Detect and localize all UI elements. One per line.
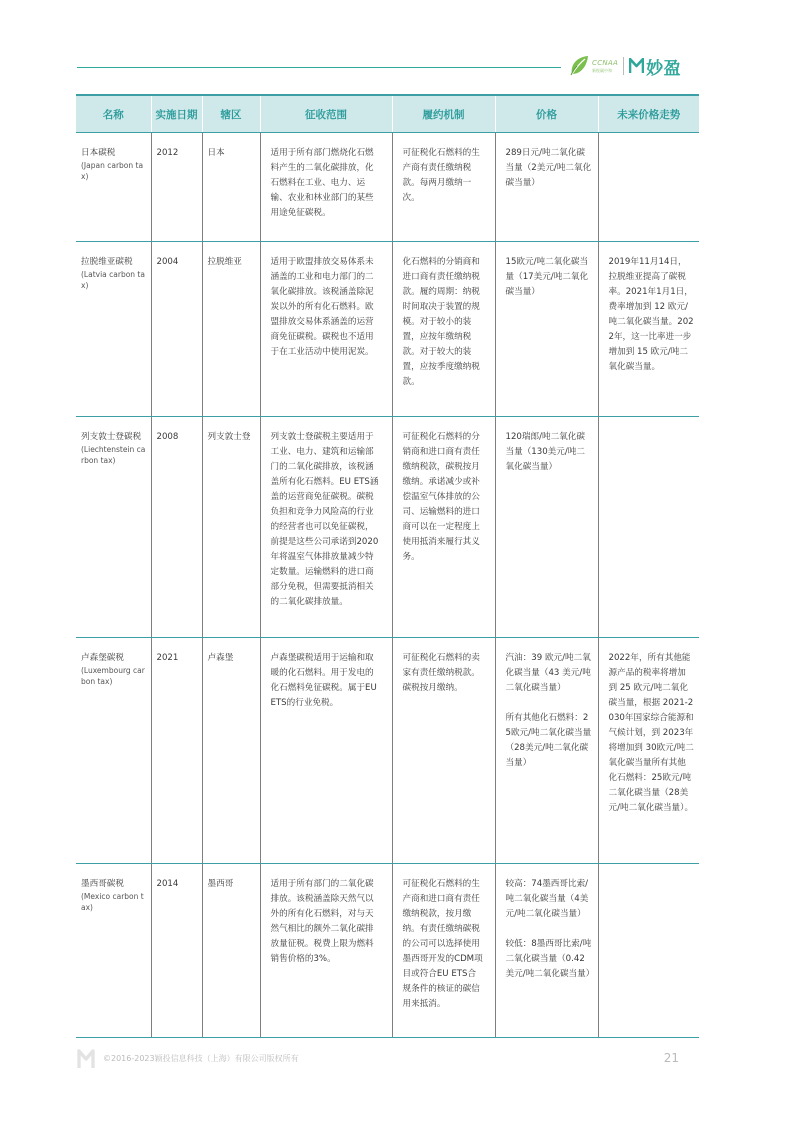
page-number: 21 bbox=[663, 1051, 679, 1065]
price-text: 汽油：39 欧元/吨二氧化碳当量（43 美元/吨二氧化碳当量） bbox=[505, 653, 591, 693]
tax-name-en: (Mexico carbon tax) bbox=[81, 892, 144, 912]
price-cell bbox=[495, 417, 598, 638]
date-cell: 2012 bbox=[151, 133, 202, 242]
logo-separator bbox=[623, 57, 624, 75]
compliance-cell: 可征税化石燃料的生产商有责任缴纳税款。每两月缴纳一次。 bbox=[392, 133, 495, 242]
header-future: 未来价格走势 bbox=[598, 95, 699, 133]
scope-cell: 列支敦士登碳税主要适用于工业、电力、建筑和运输部门的二氧化碳排放，该税涵盖所有化石燃料。EU ETS涵盖的运营商免征碳税。碳税负担和竞争力风险高的行业的经营者也可以免征碳税，前提是这些公司承诺到2020年将温室气体排放量减少特定数量。运输燃料的进口商部分免税，但需要抵消相关的二氧化碳排放量。 bbox=[260, 417, 392, 638]
price-cell bbox=[495, 638, 598, 864]
region-cell: 卢森堡 bbox=[202, 638, 260, 864]
header-scope: 征收范围 bbox=[260, 95, 392, 133]
header-price: 价格 bbox=[495, 95, 598, 133]
tax-name-cell bbox=[76, 133, 151, 242]
header-compliance: 履约机制 bbox=[392, 95, 495, 133]
compliance-cell: 可征税化石燃料的分销商和进口商有责任缴纳税款，碳税按月缴纳。承诺减少或补偿温室气体排放的公司、运输燃料的进口商可以在一定程度上使用抵消来履行其义务。 bbox=[392, 417, 495, 638]
tax-name-en: (Luxembourg carbon tax) bbox=[81, 666, 145, 686]
scope-cell: 适用于所有部门燃烧化石燃料产生的二氧化碳排放，化石燃料在工业、电力、运输、农业和林业部门的某些用途免征碳税。 bbox=[260, 133, 392, 242]
tax-name-cell bbox=[76, 864, 151, 1038]
table-row bbox=[76, 242, 699, 417]
header-name: 名称 bbox=[76, 95, 151, 133]
compliance-cell: 可征税化石燃料的卖家有责任缴纳税款。碳税按月缴纳。 bbox=[392, 638, 495, 864]
compliance-cell: 化石燃料的分销商和进口商有责任缴纳税款。履约周期：纳税时间取决于装置的规模。对于较小的装置，应按年缴纳税款。对于较大的装置，应按季度缴纳税款。 bbox=[392, 242, 495, 417]
price-text-secondary: 较低：8墨西哥比索/吨二氧化碳当量（0.42美元/吨二氧化碳当量） bbox=[505, 939, 595, 979]
region-cell: 日本 bbox=[202, 133, 260, 242]
header-region: 辖区 bbox=[202, 95, 260, 133]
carbon-tax-table bbox=[76, 94, 699, 1038]
date-cell: 2008 bbox=[151, 417, 202, 638]
leaf-logo-icon bbox=[568, 54, 590, 78]
header-divider bbox=[77, 67, 561, 68]
tax-name-zh: 日本碳税 bbox=[81, 148, 116, 158]
tax-name-zh: 卢森堡碳税 bbox=[81, 653, 124, 663]
footer-m-logo-icon bbox=[77, 1049, 95, 1069]
date-cell: 2021 bbox=[151, 638, 202, 864]
tax-name-cell bbox=[76, 242, 151, 417]
m-logo-icon bbox=[629, 58, 644, 74]
price-text: 120瑞郎/吨二氧化碳当量（130美元/吨二氧化碳当量） bbox=[505, 432, 585, 472]
ccnaa-logo-title: CCNAA bbox=[592, 58, 619, 67]
date-cell: 2004 bbox=[151, 242, 202, 417]
ccnaa-logo-subtitle: 新锐碳中和 bbox=[592, 67, 612, 73]
tax-name-cell bbox=[76, 638, 151, 864]
future-cell bbox=[598, 864, 699, 1038]
future-cell bbox=[598, 133, 699, 242]
tax-name-zh: 墨西哥碳税 bbox=[81, 879, 124, 889]
price-text: 15欧元/吨二氧化碳当量（17美元/吨二氧化碳当量） bbox=[505, 257, 589, 297]
table-row bbox=[76, 417, 699, 638]
price-cell bbox=[495, 133, 598, 242]
header-logo bbox=[568, 52, 693, 80]
region-cell: 墨西哥 bbox=[202, 864, 260, 1038]
price-text-secondary: 所有其他化石燃料：25欧元/吨二氧化碳当量（28美元/吨二氧化碳当量） bbox=[505, 713, 592, 768]
price-text: 289日元/吨二氧化碳当量（2美元/吨二氧化碳当量） bbox=[505, 148, 592, 188]
future-cell: 2019年11月14日，拉脱维亚提高了碳税率。2021年1月1日，费率增加到 12 欧元/吨二氧化碳当量。2022年，这一比率进一步增加到 15 欧元/吨二氧化碳当量。 bbox=[598, 242, 699, 417]
footer-copyright: ©2016-2023颖投信息科技（上海）有限公司版权所有 bbox=[103, 1054, 299, 1063]
table-row bbox=[76, 133, 699, 242]
table-row bbox=[76, 638, 699, 864]
price-cell bbox=[495, 864, 598, 1038]
price-text: 较高：74墨西哥比索/吨二氧化碳当量（4美元/吨二氧化碳当量） bbox=[505, 879, 589, 919]
future-cell: 2022年，所有其他能源产品的税率将增加到 25 欧元/吨二氧化碳当量，根据 2021-2030年国家综合能源和气候计划，到 2023年将增加到 30欧元/吨二氧化碳当量所有其他化石燃料：25欧元/吨二氧化碳当量（28美元/吨二氧化碳当量）。 bbox=[598, 638, 699, 864]
future-cell bbox=[598, 417, 699, 638]
tax-name-cell bbox=[76, 417, 151, 638]
scope-cell: 适用于欧盟排放交易体系未涵盖的工业和电力部门的二氧化碳排放。该税涵盖除泥炭以外的所有化石燃料。欧盟排放交易体系涵盖的运营商免征碳税。碳税也不适用于在工业活动中使用泥炭。 bbox=[260, 242, 392, 417]
tax-name-en: (Japan carbon tax) bbox=[81, 161, 144, 181]
scope-cell: 适用于所有部门的二氧化碳排放。该税涵盖除天然气以外的所有化石燃料，对与天然气相比的额外二氧化碳排放量征税。税费上限为燃料销售价格的3%。 bbox=[260, 864, 392, 1038]
region-cell: 列支敦士登 bbox=[202, 417, 260, 638]
tax-name-en: (Latvia carbon tax) bbox=[81, 270, 145, 290]
tax-name-zh: 拉脱维亚碳税 bbox=[81, 257, 133, 267]
header-date: 实施日期 bbox=[151, 95, 202, 133]
compliance-cell: 可征税化石燃料的生产商和进口商有责任缴纳税款，按月缴纳。有责任缴纳碳税的公司可以选择使用墨西哥开发的CDM项目或符合EU ETS合规条件的核证的碳信用来抵消。 bbox=[392, 864, 495, 1038]
region-cell: 拉脱维亚 bbox=[202, 242, 260, 417]
tax-name-en: (Liechtenstein carbon tax) bbox=[81, 445, 146, 465]
table-header-row bbox=[76, 95, 699, 133]
price-cell bbox=[495, 242, 598, 417]
brand-name: 妙盈 bbox=[646, 58, 682, 79]
scope-cell: 卢森堡碳税适用于运输和取暖的化石燃料。用于发电的化石燃料免征碳税。属于EU ETS的行业免税。 bbox=[260, 638, 392, 864]
ccnaa-logo-text bbox=[592, 60, 618, 73]
date-cell: 2014 bbox=[151, 864, 202, 1038]
tax-name-zh: 列支敦士登碳税 bbox=[81, 432, 142, 442]
table-row bbox=[76, 864, 699, 1038]
